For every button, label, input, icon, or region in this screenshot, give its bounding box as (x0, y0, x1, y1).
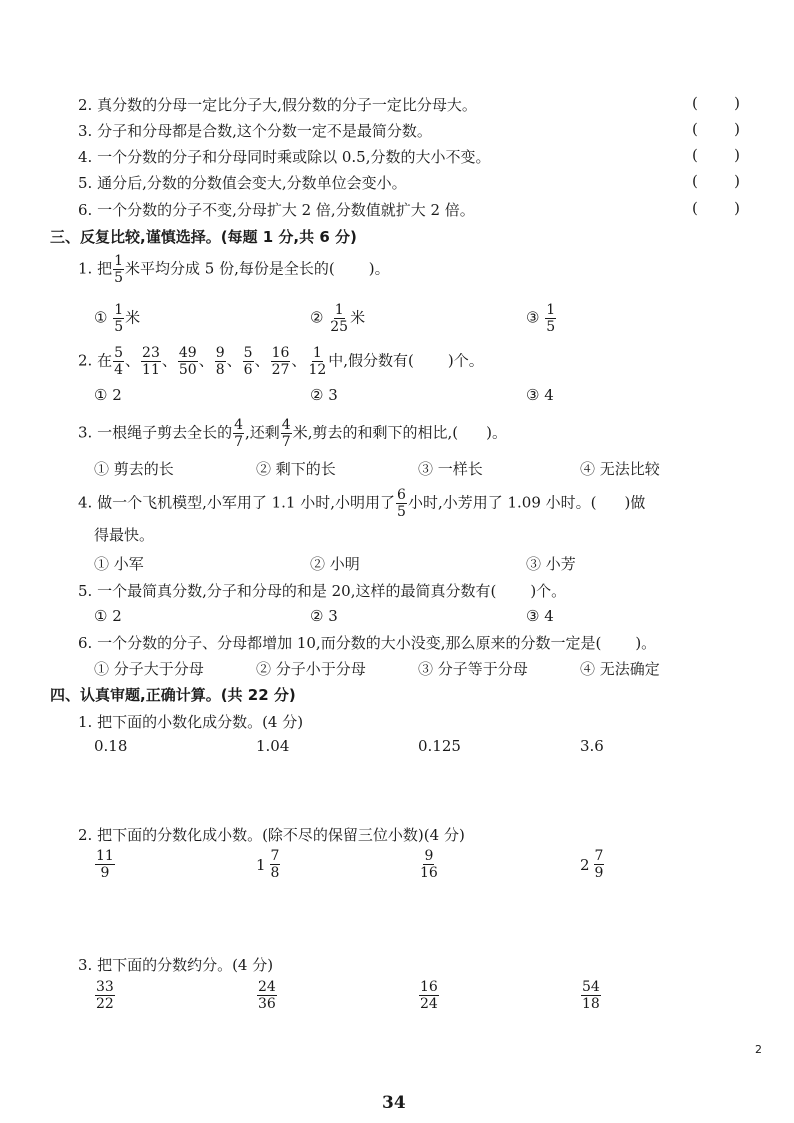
calc-item: $\frac{24}{36}$ (258, 979, 276, 1012)
option[interactable]: ① 2 (94, 386, 122, 404)
judge-item-5: 5. 通分后,分数的分数值会变大,分数单位会变小。 (78, 174, 407, 192)
calc-item: $\frac{16}{24}$ (420, 979, 438, 1012)
question-2: 2. 在 $\frac{5}{4}$ 、 $\frac{23}{11}$ 、 $\frac{49}{50}$ 、 $\frac{9}{8}$ 、 $\frac{5}{6}$ 、 $\frac{16}{27}$ 、 $\frac{1}{12}$ 中,假分数有( )个。 (78, 345, 484, 378)
calc-3-title: 3. 把下面的分数约分。(4 分) (78, 956, 274, 974)
question-1: 1. 把 $\frac{1}{5}$ 米平均分成 5 份,每份是全长的( )。 (78, 253, 390, 286)
option[interactable]: ① 2 (94, 607, 122, 625)
option[interactable]: ③ 4 (526, 386, 554, 404)
calc-item: $\frac{33}{22}$ (96, 979, 114, 1012)
question-4: 4. 做一个飞机模型,小军用了 1.1 小时,小明用了 $\frac{6}{5}$ 小时,小芳用了 1.09 小时。( )做 (78, 487, 646, 520)
calc-item: 0.125 (418, 737, 461, 755)
option[interactable]: ③ 4 (526, 607, 554, 625)
option[interactable]: ② 3 (310, 386, 338, 404)
calc-item: 1.04 (256, 737, 290, 755)
calc-item: $\frac{9}{16}$ (420, 848, 438, 881)
judge-item-2: 2. 真分数的分母一定比分子大,假分数的分子一定比分母大。 (78, 96, 477, 114)
calc-item: $\frac{54}{18}$ (582, 979, 600, 1012)
page-number: 34 (382, 1093, 406, 1113)
section-title: 四、认真审题,正确计算。(共 22 分) (50, 686, 296, 704)
option[interactable]: ② 小明 (310, 555, 360, 573)
option[interactable]: ① 分子大于分母 (94, 660, 204, 678)
calc-item: $\frac{11}{9}$ (96, 848, 114, 881)
calc-item: 2 $\frac{7}{9}$ (580, 848, 604, 881)
option[interactable]: ① 小军 (94, 555, 144, 573)
calc-item: 1 $\frac{7}{8}$ (256, 848, 280, 881)
section-title: 三、反复比较,谨慎选择。(每题 1 分,共 6 分) (50, 228, 357, 246)
question-3: 3. 一根绳子剪去全长的 $\frac{4}{7}$ ,还剩 $\frac{4}{7}$ 米,剪去的和剩下的相比,( )。 (78, 417, 507, 450)
calc-2-title: 2. 把下面的分数化成小数。(除不尽的保留三位小数)(4 分) (78, 826, 465, 844)
side-mark: 2 (755, 1043, 762, 1056)
calc-1-title: 1. 把下面的小数化成分数。(4 分) (78, 713, 304, 731)
judge-item-6: 6. 一个分数的分子不变,分母扩大 2 倍,分数值就扩大 2 倍。 (78, 201, 475, 219)
option[interactable]: ① 剪去的长 (94, 460, 174, 478)
fraction: $\frac{1}{5}$ (114, 253, 124, 286)
option[interactable]: ③ 小芳 (526, 555, 576, 573)
calc-item: 3.6 (580, 737, 604, 755)
option[interactable]: ④ 无法确定 (580, 660, 660, 678)
option[interactable]: ③ 分子等于分母 (418, 660, 528, 678)
calc-item: 0.18 (94, 737, 128, 755)
option[interactable]: ③ 一样长 (418, 460, 483, 478)
option[interactable]: ② 分子小于分母 (256, 660, 366, 678)
question-5: 5. 一个最简真分数,分子和分母的和是 20,这样的最简真分数有( )个。 (78, 582, 567, 600)
judge-item-3: 3. 分子和分母都是合数,这个分数一定不是最简分数。 (78, 122, 432, 140)
judge-item-4: 4. 一个分数的分子和分母同时乘或除以 0.5,分数的大小不变。 (78, 148, 491, 166)
option[interactable]: ② 剩下的长 (256, 460, 336, 478)
option[interactable]: ③ $\frac{1}{5}$ (526, 302, 556, 335)
option[interactable]: ④ 无法比较 (580, 460, 660, 478)
question-4-line2: 得最快。 (94, 526, 155, 544)
option[interactable]: ② 3 (310, 607, 338, 625)
option[interactable]: ② $\frac{1}{25}$ 米 (310, 302, 366, 335)
option[interactable]: ① $\frac{1}{5}$ 米 (94, 302, 141, 335)
question-6: 6. 一个分数的分子、分母都增加 10,而分数的大小没变,那么原来的分数一定是( )。 (78, 634, 657, 652)
